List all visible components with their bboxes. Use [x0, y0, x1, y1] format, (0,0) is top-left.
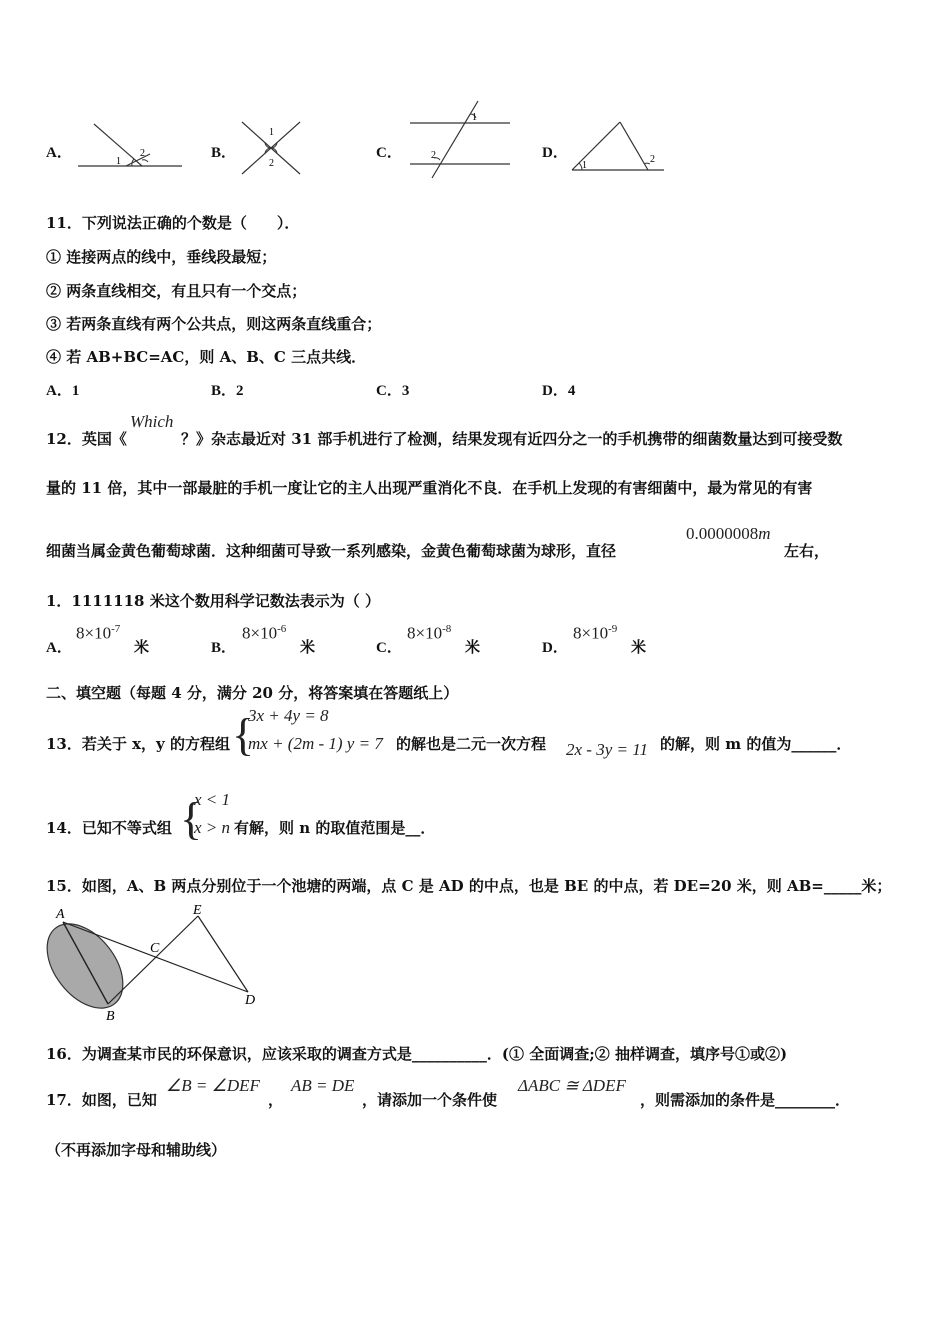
- q13-equation-2: mx + (2m - 1) y = 7: [248, 734, 383, 753]
- q11-option-d: D．4: [542, 383, 576, 399]
- q12-option-d-label: D．: [542, 640, 568, 656]
- q17-side-equality: AB = DE: [291, 1076, 355, 1095]
- point-b-label: B: [106, 1009, 115, 1024]
- q12-line1-start: 12．英国《: [46, 430, 127, 448]
- q12-option-a-unit: 米: [134, 638, 150, 656]
- section-2-heading: 二、填空题（每题 4 分，满分 20 分，将答案填在答题纸上）: [46, 684, 459, 702]
- q11-option-a: A．1: [46, 383, 80, 399]
- q12-option-d-unit: 米: [631, 638, 647, 656]
- q12-diameter-number: 0.0000008: [686, 524, 759, 543]
- q12-option-b-value: $8\times 10^{-6}$: [242, 623, 287, 643]
- q13-text-start: 13．若关于 x，y 的方程组: [46, 735, 230, 753]
- q10-b-angle-2: 2: [269, 158, 274, 169]
- q11-option-c: C．3: [376, 383, 410, 399]
- q12-line1-end: ？》杂志最近对 31 部手机进行了检测，结果发现有近四分之一的手机携带的细菌数量达到可接受数: [181, 430, 843, 448]
- point-e-label: E: [193, 903, 202, 918]
- q11-item-3: ③ 若两条直线有两个公共点，则这两条直线重合；: [46, 315, 382, 333]
- q14-inequality-2: x > n: [194, 818, 231, 837]
- q17-text-end: ，则需添加的条件是________．: [640, 1091, 851, 1109]
- q14-inequality-1: x < 1: [194, 790, 231, 809]
- q11-option-b: B．2: [211, 383, 244, 399]
- q12-which: Which: [130, 412, 174, 431]
- q14-text-end: 有解，则 n 的取值范围是__．: [234, 819, 436, 837]
- q10-option-a-figure: [76, 118, 186, 174]
- q17-separator: ，: [268, 1091, 284, 1109]
- q13-brace: {: [232, 709, 255, 760]
- q17-text-start: 17．如图，已知: [46, 1091, 157, 1109]
- q12-option-c-label: C．: [376, 640, 402, 656]
- q14-text-start: 14．已知不等式组: [46, 819, 172, 837]
- q10-b-angle-1: 1: [269, 127, 274, 138]
- q12-option-d-value: $8\times 10^{-9}$: [573, 623, 618, 643]
- q17-angle-equality: ∠B = ∠DEF: [166, 1076, 260, 1095]
- q14-brace: {: [180, 793, 203, 844]
- q10-option-b-figure: [238, 118, 304, 178]
- q10-option-a-label: A．: [46, 145, 72, 161]
- q15-pond-figure: [42, 900, 272, 1024]
- q12-option-a-value: $8\times 10^{-7}$: [76, 623, 121, 643]
- q15-stem: 15．如图，A、B 两点分别位于一个池塘的两端，点 C 是 AD 的中点，也是 BE 的中点，若 DE=20 米，则 AB=_____米；: [46, 877, 892, 895]
- q17-note: （不再添加字母和辅助线）: [46, 1141, 227, 1159]
- q12-diameter: [686, 524, 771, 544]
- q12-line4: 1．1111118 米这个数用科学记数法表示为（ ）: [46, 592, 380, 610]
- q12-line2: 量的 11 倍，其中一部最脏的手机一度让它的主人出现严重消化不良．在手机上发现的有害细菌中，最为常见的有害: [46, 479, 813, 497]
- q13-equation-1: 3x + 4y = 8: [248, 706, 329, 725]
- q10-d-angle-1: 1: [582, 160, 587, 171]
- q10-d-angle-2: 2: [650, 154, 655, 165]
- q12-option-a-label: A．: [46, 640, 72, 656]
- q17-congruence: ΔABC ≅ ΔDEF: [518, 1076, 626, 1095]
- q12-option-c-unit: 米: [465, 638, 481, 656]
- q11-stem: 11．下列说法正确的个数是（ ）．: [46, 214, 300, 232]
- q11-item-4: ④ 若 AB+BC=AC，则 A、B、C 三点共线．: [46, 348, 367, 366]
- q12-option-c-value: $8\times 10^{-8}$: [407, 623, 452, 643]
- pond-ellipse: [42, 910, 138, 1023]
- q16-stem: 16．为调查某市民的环保意识，应该采取的调查方式是__________．(① 全面调查;② 抽样调查，填序号①或②): [46, 1045, 788, 1063]
- point-d-label: D: [245, 993, 256, 1008]
- q12-diameter-unit: m: [758, 524, 771, 543]
- q13-text-end: 的解，则 m 的值为______．: [660, 735, 852, 753]
- q12-option-b-label: B．: [211, 640, 237, 656]
- q10-option-c-label: C．: [376, 145, 402, 161]
- q10-c-angle-1: 1: [472, 112, 477, 123]
- q10-a-angle-2: 2: [140, 148, 145, 159]
- q10-a-angle-1: 1: [116, 156, 121, 167]
- q11-item-2: ② 两条直线相交，有且只有一个交点；: [46, 282, 307, 300]
- q10-option-c-figure: [404, 98, 514, 182]
- q10-c-angle-2: 2: [431, 150, 436, 161]
- q13-equation-3: 2x - 3y = 11: [566, 740, 648, 759]
- q11-item-1: ① 连接两点的线中，垂线段最短；: [46, 248, 277, 266]
- q12-line3-start: 细菌当属金黄色葡萄球菌．这种细菌可导致一系列感染，金黄色葡萄球菌为球形，直径: [46, 542, 617, 560]
- point-a-label: A: [56, 907, 65, 922]
- q13-text-middle: 的解也是二元一次方程: [396, 735, 547, 753]
- q10-option-d-label: D．: [542, 145, 568, 161]
- q12-option-b-unit: 米: [300, 638, 316, 656]
- q10-option-b-label: B．: [211, 145, 237, 161]
- q17-text-middle: ，请添加一个条件使: [362, 1091, 498, 1109]
- q10-option-d-figure: [568, 118, 668, 174]
- point-c-label: C: [150, 941, 160, 956]
- q12-line3-end: 左右，: [784, 542, 830, 560]
